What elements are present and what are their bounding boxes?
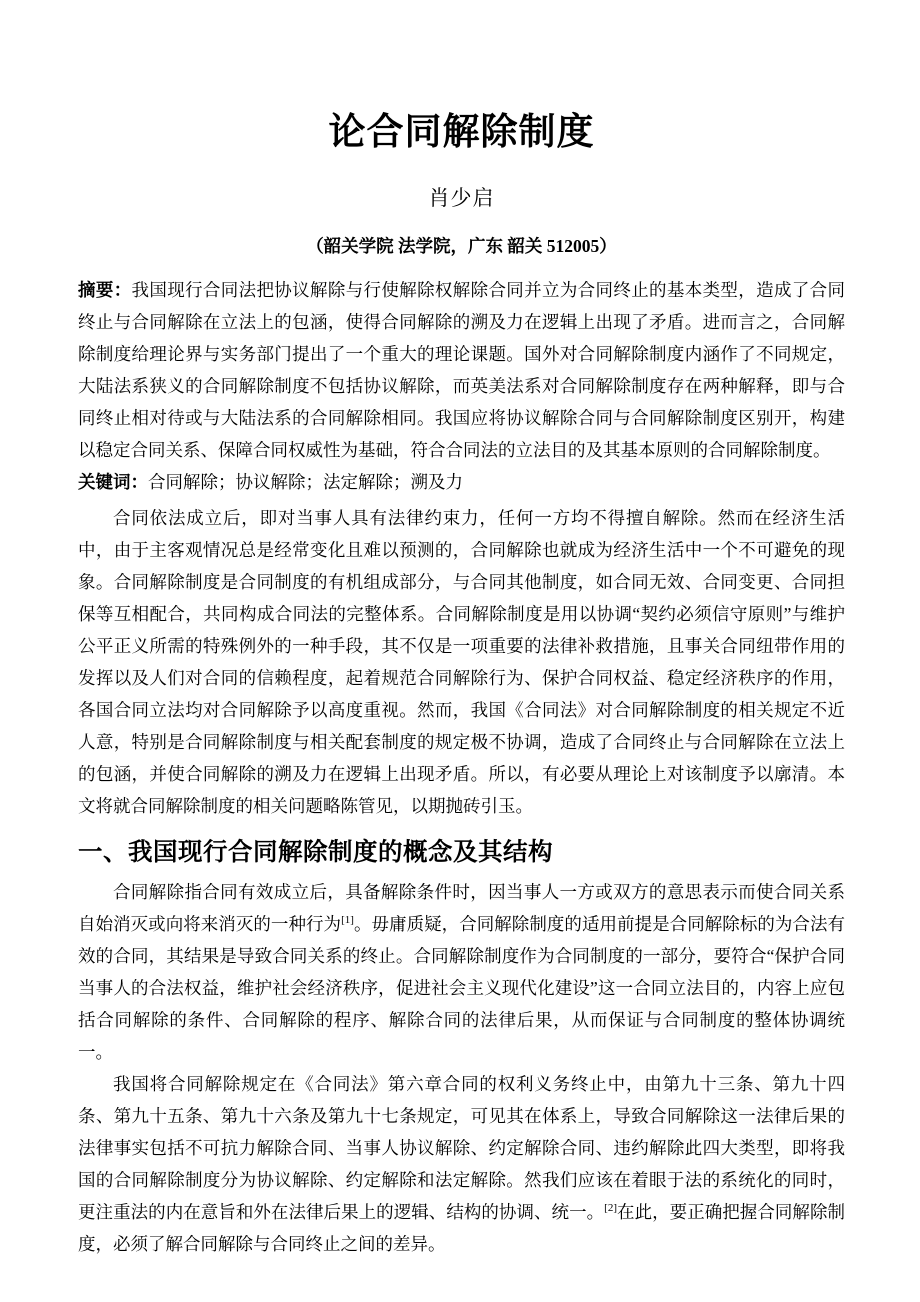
keywords-label: 关键词： <box>78 472 148 492</box>
abstract-text: 我国现行合同法把协议解除与行使解除权解除合同并立为合同终止的基本类型，造成了合同终止与合同解除在立法上的包涵，使得合同解除的溯及力在逻辑上出现了矛盾。进而言之，合同解除制度给理论界与实务部门提出了一个重大的理论课题。国外对合同解除制度内涵作了不同规定，大陆法系狭义的合同解除制度不包括协议解除，而英美法系对合同解除制度存在两种解释，即与合同终止相对待或与大陆法系的合同解除相同。我国应将协议解除合同与合同解除制度区别开，构建以稳定合同关系、保障合同权威性为基础，符合合同法的立法目的及其基本原则的合同解除制度。 <box>78 280 846 460</box>
page-title: 论合同解除制度 <box>328 111 595 152</box>
body-paragraph-1-part1: 合同解除指合同有效成立后，具备解除条件时，因当事人一方或双方的意思表示而使合同关系自始消灭或向将来消灭的一种行为 <box>78 882 845 934</box>
body-paragraph-2-part1: 我国将合同解除规定在《合同法》第六章合同的权利义务终止中，由第九十三条、第九十四条、第九十五条、第九十六条及第九十七条规定，可见其在体系上，导致合同解除这一法律后果的法律事实包括不可抗力解除合同、当事人协议解除、约定解除合同、违约解除此四大类型，即将我国的合同解除制度分为协议解除、约定解除和法定解除。然我们应该在着眼于法的系统化的同时，更注重法的内在意旨和外在法律后果上的逻辑、结构的协调、统一。 <box>78 1074 845 1222</box>
body-paragraph-1-part2: 。毋庸质疑，合同解除制度的适用前提是合同解除标的为合法有效的合同，其结果是导致合同关系的终止。合同解除制度作为合同制度的一部分，要符合“保护合同当事人的合法权益，维护社会经济秩序，促进社会主义现代化建设”这一合同立法目的，内容上应包括合同解除的条件、合同解除的程序、解除合同的法律后果，从而保证与合同制度的整体协调统一。 <box>78 914 846 1062</box>
abstract-label: 摘要： <box>78 280 132 300</box>
section-1-body <box>78 876 845 1260</box>
intro-paragraph: 合同依法成立后，即对当事人具有法律约束力，任何一方均不得擅自解除。然而在经济生活中，由于主客观情况总是经常变化且难以预测的，合同解除也就成为经济生活中一个不可避免的现象。合同解除制度是合同制度的有机组成部分，与合同其他制度，如合同无效、合同变更、合同担保等互相配合，共同构成合同法的完整体系。合同解除制度是用以协调“契约必须信守原则”与维护公平正义所需的特殊例外的一种手段，其不仅是一项重要的法律补救措施，且事关合同纽带作用的发挥以及人们对合同的信赖程度，起着规范合同解除行为、保护合同权益、稳定经济秩序的作用，各国合同立法均对合同解除予以高度重视。然而，我国《合同法》对合同解除制度的相关规定不近人意，特别是合同解除制度与相关配套制度的规定极不协调，造成了合同终止与合同解除在立法上的包涵，并使合同解除的溯及力在逻辑上出现矛盾。所以，有必要从理论上对该制度予以廓清。本文将就合同解除制度的相关问题略陈管见，以期抛砖引玉。 <box>78 508 845 816</box>
author-affiliation: （韶关学院 法学院，广东 韶关 512005） <box>306 236 617 256</box>
footnote-marker-1[interactable]: [1] <box>341 914 354 927</box>
body-paragraph-1 <box>78 876 845 1068</box>
keywords-text: 合同解除；协议解除；法定解除；溯及力 <box>148 472 463 492</box>
abstract-paragraph <box>78 274 845 466</box>
body-paragraph-2 <box>78 1068 845 1260</box>
keywords-paragraph <box>78 466 845 498</box>
footnote-marker-2[interactable]: [2] <box>604 1202 617 1215</box>
author-name: 肖少启 <box>428 186 495 210</box>
body-paragraph-2-part2: 在此，要正确把握合同解除制度，必须了解合同解除与合同终止之间的差异。 <box>78 1202 846 1254</box>
page-content-column <box>78 0 845 1260</box>
introduction-section <box>78 498 845 822</box>
section-heading-1: 一、我国现行合同解除制度的概念及其结构 <box>78 839 553 866</box>
abstract-section <box>78 258 845 498</box>
